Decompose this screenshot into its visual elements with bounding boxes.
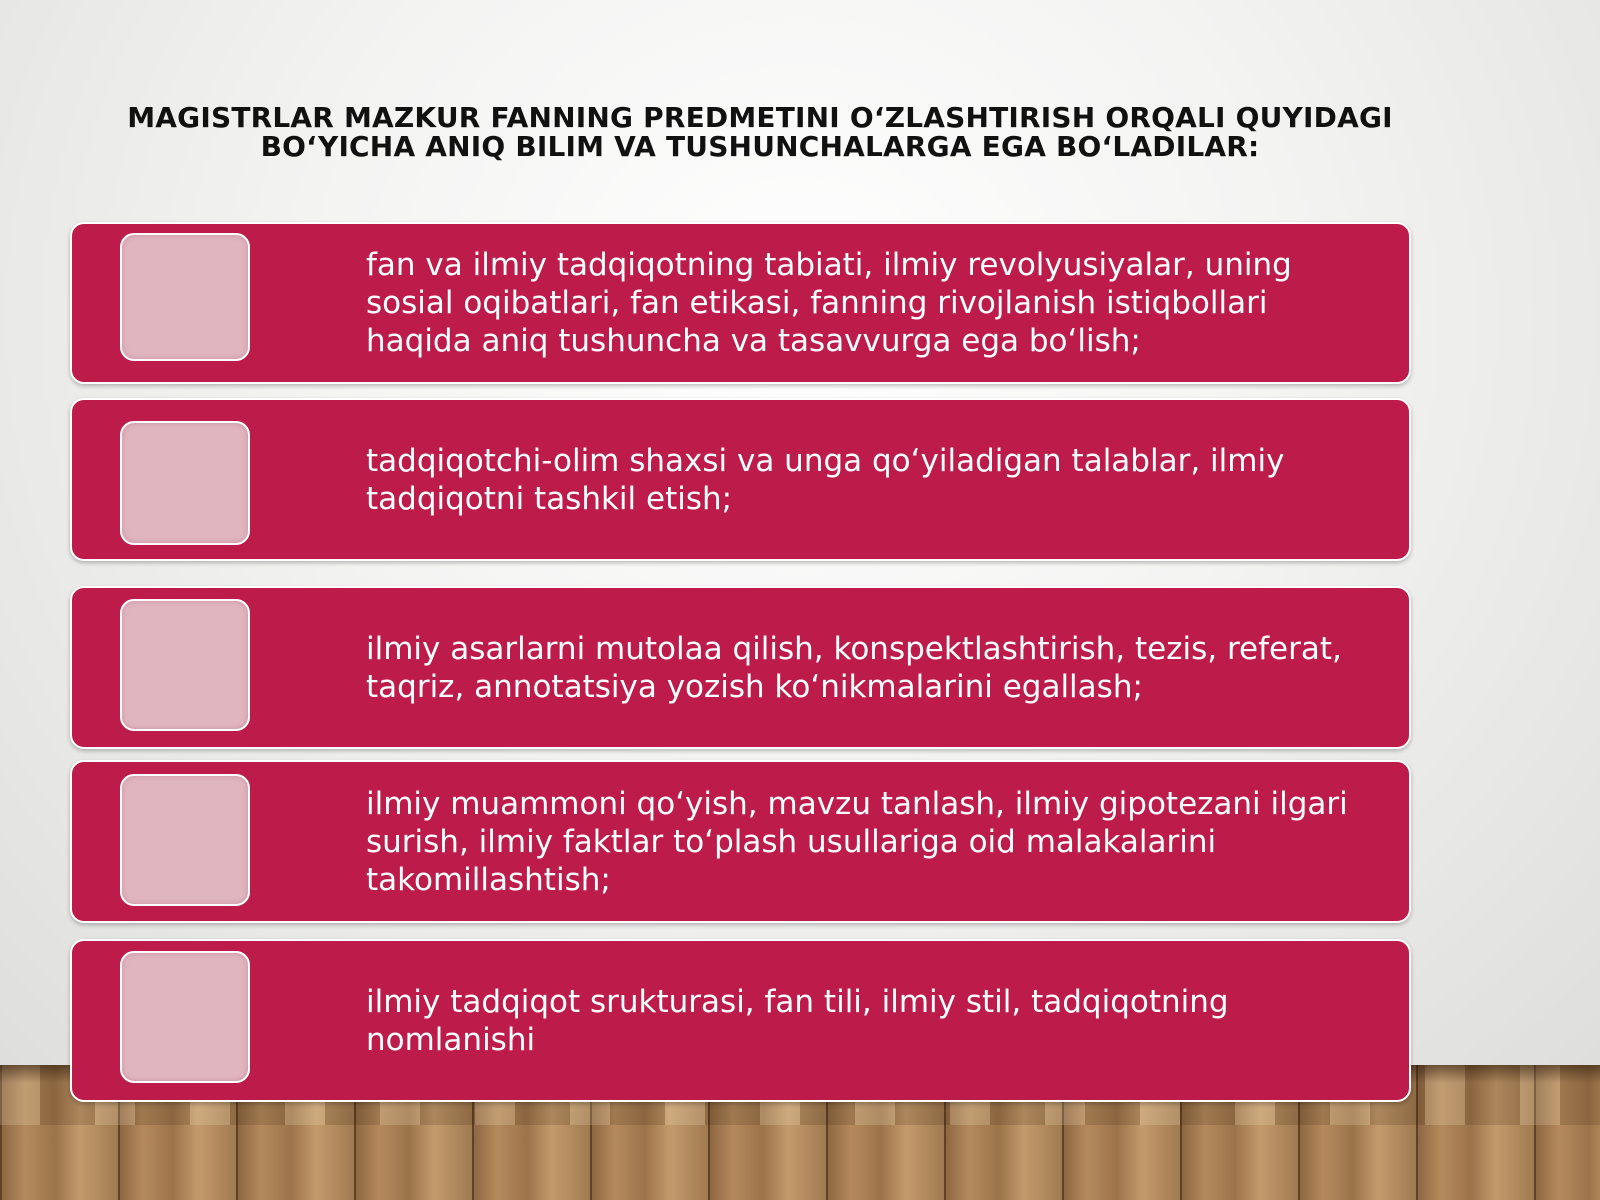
square-placeholder-icon <box>120 421 250 545</box>
list-item <box>70 586 1411 749</box>
square-placeholder-icon <box>120 774 250 906</box>
list-item-text: tadqiqotchi-olim shaxsi va unga qo‘yiladigan talablar, ilmiy tadqiqotni tashkil etish; <box>366 442 1285 517</box>
list-item <box>70 398 1411 561</box>
list-item-text: fan va ilmiy tadqiqotning tabiati, ilmiy revolyusiyalar, uning sosial oqibatlari, fan etikasi, fanning rivojlanish istiqbollari haqida aniq tushuncha va tasavvurga ega bo‘lish; <box>366 247 1292 359</box>
list-item-text: ilmiy tadqiqot srukturasi, fan tili, ilmiy stil, tadqiqotning nomlanishi <box>366 983 1229 1058</box>
square-placeholder-icon <box>120 233 250 361</box>
square-placeholder-icon <box>120 599 250 731</box>
list-item <box>70 939 1411 1102</box>
list-item-text: ilmiy asarlarni mutolaa qilish, konspektlashtirish, tezis, referat, taqriz, annotatsiya yozish ko‘nikmalarini egallash; <box>366 630 1342 705</box>
list-item <box>70 222 1411 384</box>
list-item-text: ilmiy muammoni qo‘yish, mavzu tanlash, ilmiy gipotezani ilgari surish, ilmiy faktlar to‘plash usullariga oid malakalarini takomillashtish; <box>366 785 1348 898</box>
square-placeholder-icon <box>120 951 250 1083</box>
slide-title: MAGISTRLAR MAZKUR FANNING PREDMETINI O‘ZLASHTIRISH ORQALI QUYIDAGI BO‘YICHA ANIQ BILIM VA TUSHUNCHALARGA EGA BO‘LADILAR: <box>127 101 1393 163</box>
list-item <box>70 760 1411 923</box>
